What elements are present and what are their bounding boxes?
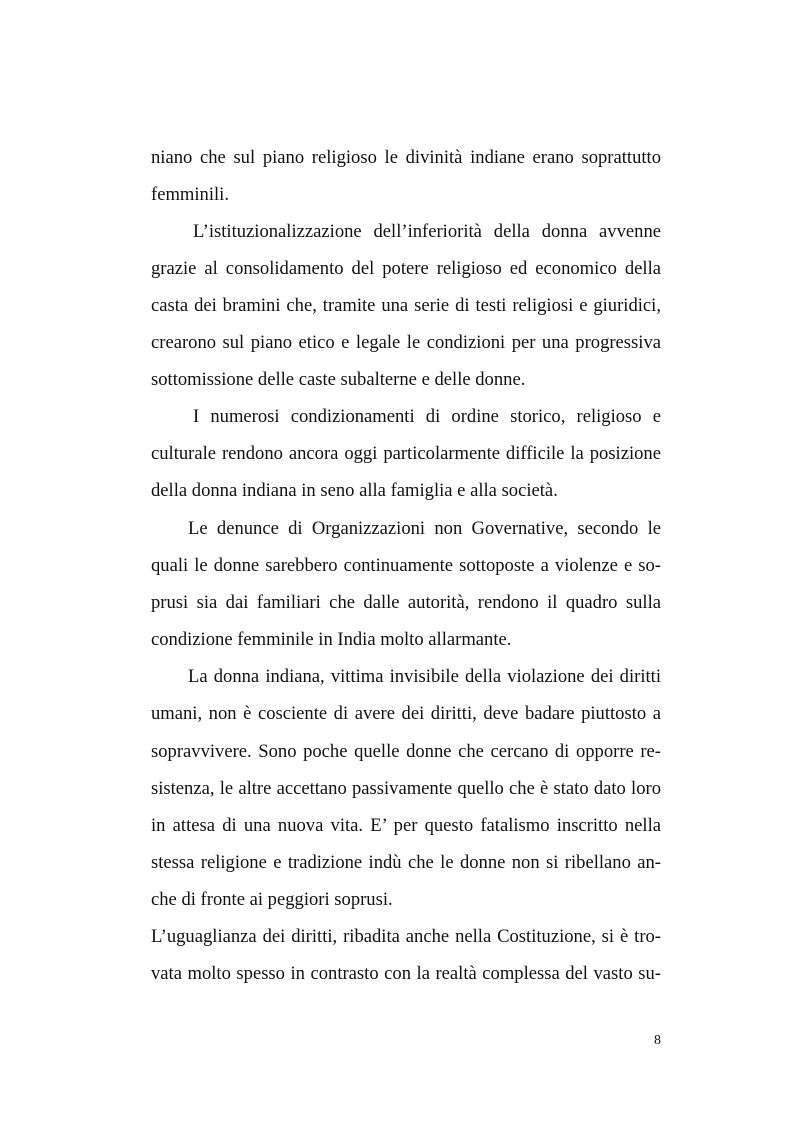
text-line: crearono sul piano etico e legale le condizioni per una progressiva [151, 332, 661, 353]
text-line: umani, non è cosciente di avere dei diritti, deve badare piuttosto a [151, 703, 661, 724]
text-line: I numerosi condizionamenti di ordine storico, religioso e [193, 406, 661, 427]
text-line: femminili. [151, 184, 229, 205]
text-line: quali le donne sarebbero continuamente sottoposte a violenze e so- [151, 555, 661, 576]
page-number: 8 [654, 1033, 661, 1048]
text-line: sistenza, le altre accettano passivamente quello che è stato dato loro [151, 778, 661, 799]
text-line: prusi sia dai familiari che dalle autorità, rendono il quadro sulla [151, 592, 661, 613]
text-line: La donna indiana, vittima invisibile della violazione dei diritti [188, 666, 661, 687]
text-line: in attesa di una nuova vita. E’ per questo fatalismo inscritto nella [151, 815, 661, 836]
text-line: vata molto spesso in contrasto con la realtà complessa del vasto su- [151, 963, 661, 984]
text-line: Le denunce di Organizzazioni non Governative, secondo le [188, 518, 661, 539]
text-line: condizione femminile in India molto allarmante. [151, 629, 512, 650]
text-line: stessa religione e tradizione indù che le donne non si ribellano an- [151, 852, 661, 873]
text-line: culturale rendono ancora oggi particolarmente difficile la posizione [151, 443, 661, 464]
text-line: sopravvivere. Sono poche quelle donne che cercano di opporre re- [151, 741, 661, 762]
text-line: L’uguaglianza dei diritti, ribadita anche nella Costituzione, si è tro- [151, 926, 661, 947]
text-line: grazie al consolidamento del potere religioso ed economico della [151, 258, 661, 279]
text-line: sottomissione delle caste subalterne e delle donne. [151, 369, 526, 390]
text-line: casta dei bramini che, tramite una serie di testi religiosi e giuridici, [151, 295, 661, 316]
text-line: niano che sul piano religioso le divinità indiane erano soprattutto [151, 147, 661, 168]
text-line: della donna indiana in seno alla famiglia e alla società. [151, 480, 558, 501]
text-line: che di fronte ai peggiori soprusi. [151, 889, 393, 910]
text-line: L’istituzionalizzazione dell’inferiorità della donna avvenne [193, 221, 661, 242]
